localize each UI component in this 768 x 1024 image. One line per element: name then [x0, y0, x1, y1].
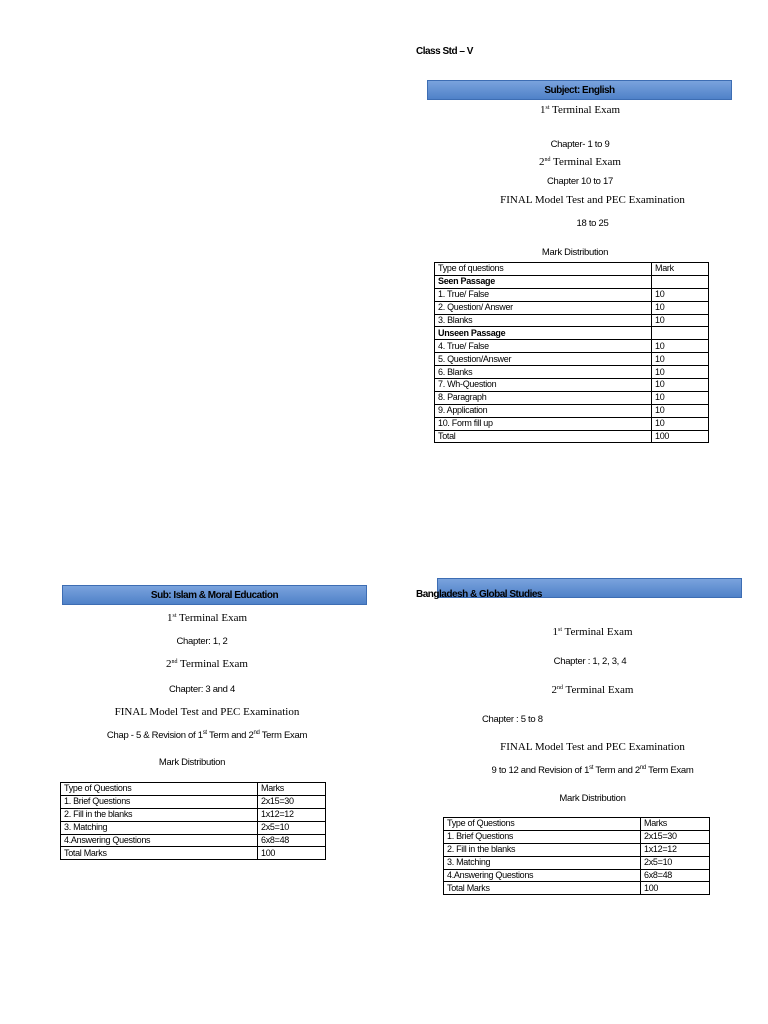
question-type-cell: 4.Answering Questions	[444, 869, 641, 882]
question-type-cell: Total Marks	[444, 882, 641, 895]
question-type-cell: Total	[435, 430, 652, 443]
marks-cell: 100	[652, 430, 709, 443]
english-mark-table	[434, 262, 709, 443]
table-header-cell: Marks	[258, 783, 326, 796]
marks-cell: 6x8=48	[641, 869, 710, 882]
table-header-row	[61, 783, 326, 796]
table-row	[435, 301, 709, 314]
bgs-subject-header: Bangladesh & Global Studies	[416, 589, 542, 600]
table-header-cell: Mark	[652, 263, 709, 276]
table-header-cell: Marks	[641, 818, 710, 831]
marks-cell: 10	[652, 417, 709, 430]
table-row	[435, 314, 709, 327]
bgs-mark-table	[443, 817, 710, 895]
english-final-chapters: 18 to 25	[576, 218, 609, 229]
islam-term2-chapters: Chapter: 3 and 4	[169, 684, 235, 695]
table-row	[444, 856, 710, 869]
table-row	[61, 821, 326, 834]
bgs-term1-chapters: Chapter : 1, 2, 3, 4	[553, 656, 627, 667]
table-row	[435, 379, 709, 392]
table-row	[435, 340, 709, 353]
question-type-cell: 3. Blanks	[435, 314, 652, 327]
marks-cell: 100	[641, 882, 710, 895]
marks-cell: 2x15=30	[641, 830, 710, 843]
table-row	[444, 843, 710, 856]
table-row	[435, 327, 709, 340]
question-type-cell: 1. True/ False	[435, 288, 652, 301]
question-type-cell: Seen Passage	[435, 275, 652, 288]
table-row	[435, 391, 709, 404]
bgs-term1-title: 1st Terminal Exam	[552, 626, 633, 638]
bgs-term2-chapters: Chapter : 5 to 8	[482, 714, 543, 725]
english-term1-title: 1st Terminal Exam	[539, 104, 621, 116]
english-mark-distribution-title: Mark Distribution	[541, 247, 609, 258]
marks-cell: 10	[652, 379, 709, 392]
question-type-cell: 8. Paragraph	[435, 391, 652, 404]
question-type-cell: 2. Fill in the blanks	[444, 843, 641, 856]
table-header-cell: Type of Questions	[61, 783, 258, 796]
islam-mark-table	[60, 782, 326, 860]
marks-cell: 10	[652, 288, 709, 301]
question-type-cell: 4. True/ False	[435, 340, 652, 353]
islam-term1-title: 1st Terminal Exam	[166, 612, 248, 624]
english-term1-chapters: Chapter- 1 to 9	[550, 139, 610, 150]
marks-cell: 10	[652, 404, 709, 417]
marks-cell: 1x12=12	[258, 808, 326, 821]
table-row	[435, 275, 709, 288]
marks-cell: 10	[652, 314, 709, 327]
question-type-cell: 1. Brief Questions	[444, 830, 641, 843]
table-header-cell: Type of Questions	[444, 818, 641, 831]
table-row	[435, 353, 709, 366]
islam-final-title: FINAL Model Test and PEC Examination	[114, 706, 300, 718]
table-row	[61, 834, 326, 847]
table-row	[435, 417, 709, 430]
bgs-final-title: FINAL Model Test and PEC Examination	[500, 741, 685, 753]
marks-cell	[652, 327, 709, 340]
question-type-cell: 7. Wh-Question	[435, 379, 652, 392]
table-row	[444, 830, 710, 843]
islam-subject-header: Sub: Islam & Moral Education	[62, 585, 367, 605]
english-term2-chapters: Chapter 10 to 17	[547, 176, 613, 187]
bgs-mark-distribution-title: Mark Distribution	[559, 793, 626, 804]
table-row	[435, 404, 709, 417]
question-type-cell: 4.Answering Questions	[61, 834, 258, 847]
islam-term2-title: 2nd Terminal Exam	[165, 658, 248, 670]
marks-cell: 10	[652, 340, 709, 353]
question-type-cell: 1. Brief Questions	[61, 795, 258, 808]
marks-cell: 10	[652, 353, 709, 366]
islam-mark-distribution-title: Mark Distribution	[158, 757, 226, 768]
question-type-cell: 5. Question/Answer	[435, 353, 652, 366]
table-row	[61, 808, 326, 821]
table-row	[435, 430, 709, 443]
question-type-cell: Unseen Passage	[435, 327, 652, 340]
question-type-cell: 2. Fill in the blanks	[61, 808, 258, 821]
marks-cell	[652, 275, 709, 288]
table-row	[61, 847, 326, 860]
question-type-cell: 3. Matching	[444, 856, 641, 869]
english-term2-title: 2nd Terminal Exam	[538, 156, 621, 168]
bgs-final-chapters: 9 to 12 and Revision of 1st Term and 2nd Term Exam	[491, 765, 694, 776]
question-type-cell: Total Marks	[61, 847, 258, 860]
question-type-cell: 3. Matching	[61, 821, 258, 834]
table-header-row	[435, 263, 709, 276]
table-row	[444, 869, 710, 882]
question-type-cell: 9. Application	[435, 404, 652, 417]
bgs-term2-title: 2nd Terminal Exam	[551, 684, 634, 696]
table-header-row	[444, 818, 710, 831]
english-subject-header: Subject: English	[427, 80, 732, 100]
table-row	[61, 795, 326, 808]
table-row	[435, 288, 709, 301]
table-header-cell: Type of questions	[435, 263, 652, 276]
marks-cell: 2x5=10	[641, 856, 710, 869]
marks-cell: 6x8=48	[258, 834, 326, 847]
class-label: Class Std – V	[416, 46, 473, 57]
islam-final-chapters: Chap - 5 & Revision of 1st Term and 2nd Term Exam	[106, 730, 308, 741]
marks-cell: 2x15=30	[258, 795, 326, 808]
marks-cell: 2x5=10	[258, 821, 326, 834]
question-type-cell: 6. Blanks	[435, 366, 652, 379]
marks-cell: 100	[258, 847, 326, 860]
marks-cell: 10	[652, 366, 709, 379]
marks-cell: 10	[652, 301, 709, 314]
table-row	[444, 882, 710, 895]
islam-term1-chapters: Chapter: 1, 2	[176, 636, 228, 647]
table-row	[435, 366, 709, 379]
question-type-cell: 10. Form fill up	[435, 417, 652, 430]
marks-cell: 10	[652, 391, 709, 404]
english-final-title: FINAL Model Test and PEC Examination	[500, 194, 685, 206]
question-type-cell: 2. Question/ Answer	[435, 301, 652, 314]
marks-cell: 1x12=12	[641, 843, 710, 856]
